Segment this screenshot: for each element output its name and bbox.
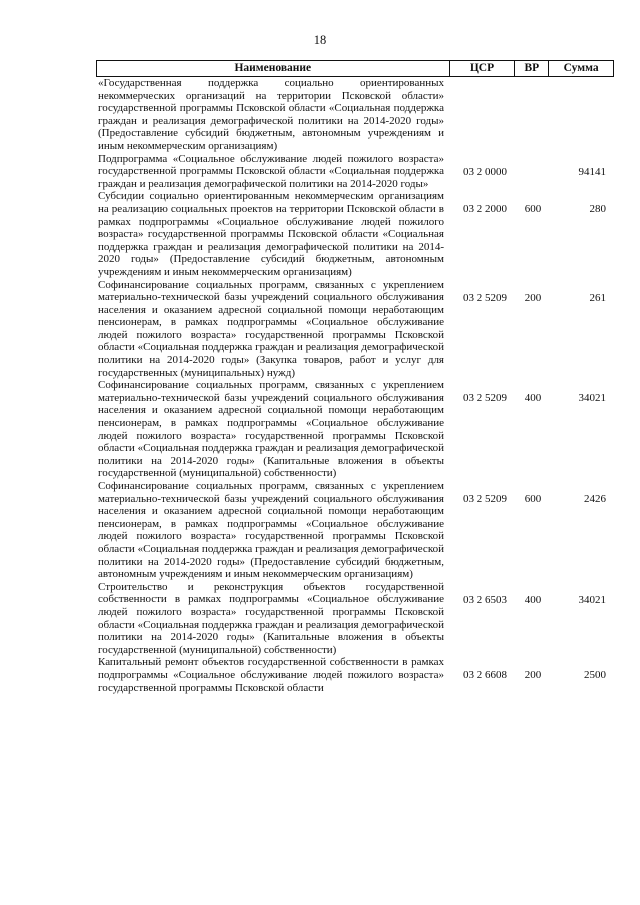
- row-sum: 2500: [584, 669, 606, 682]
- row-name: «Государственная поддержка социально ориентированных некоммерческих организаций на территории Псковской области» государственной программы Псковской области «Социальная поддержка граждан и реализация демографической политики на 2014-2020 годы» (Предоставление субсидий бюджетным, автономным учреждениям и иным некоммерческим организациям): [98, 77, 444, 152]
- row-vr: [516, 153, 550, 191]
- row-csr: 03 2 0000: [463, 165, 507, 178]
- page-number: 18: [313, 33, 327, 47]
- table-header: [96, 60, 614, 77]
- header-csr: ЦСР: [450, 61, 516, 76]
- row-vr: 200: [524, 669, 542, 682]
- row-name: Подпрограмма «Социальное обслуживание людей пожилого возраста» государственной программы Псковской области «Социальная поддержка граждан и реализация демографической политики на 2014-2020 годы»: [98, 152, 444, 190]
- row-name: Софинансирование социальных программ, связанных с укреплением материально-технической базы учреждений социального обслуживания населения и оказанием адресной социальной помощи неработающим пенсионерам, в рамках подпрограммы «Социальное обслуживание людей пожилого возраста» государственной программы Псковской области «Социальная поддержка граждан и реализация демографической политики на 2014-2020 годы» (Закупка товаров, работ и услуг для государственных (муниципальных) нужд): [98, 278, 444, 379]
- table-row: [96, 480, 614, 581]
- row-name: Строительство и реконструкция объектов государственной собственности в рамках подпрограммы «Социальное обслуживание людей пожилого возраста» государственной программы Псковской области «Социальная поддержка граждан и реализация демографической политики на 2014-2020 годы» (Капитальные вложения в объекты государственной (муниципальной) собственности): [98, 580, 444, 656]
- header-sum: Сумма: [563, 62, 599, 74]
- table-row: [96, 656, 614, 694]
- row-csr: 03 2 6608: [463, 669, 507, 682]
- row-csr: 03 2 2000: [463, 203, 507, 216]
- row-sum: 280: [589, 203, 606, 216]
- row-sum: 94141: [578, 165, 606, 178]
- row-sum: 2426: [584, 493, 606, 505]
- row-vr: 400: [524, 593, 542, 606]
- row-csr: 03 2 6503: [463, 593, 507, 606]
- budget-table: [96, 60, 614, 694]
- row-sum: [550, 77, 614, 153]
- row-name: Субсидии социально ориентированным некоммерческим организациям на реализацию социальных проектов на территории Псковской области в рамках подпрограммы «Социальное обслуживание людей пожилого возраста» государственной программы Псковской области «Социальная поддержка граждан и реализация демографической политики на 2014-2020 годы» (Предоставление субсидий бюджетным, автономным учреждениям и иным некоммерческим организациям): [98, 190, 444, 278]
- row-csr: 03 2 5209: [463, 392, 507, 405]
- table-row: [96, 77, 614, 153]
- table-row: [96, 379, 614, 480]
- row-csr: 03 2 5209: [463, 493, 507, 505]
- row-name: Софинансирование социальных программ, связанных с укреплением материально-технической базы учреждений социального обслуживания населения и оказанием адресной социальной помощи неработающим пенсионерам, в рамках подпрограммы «Социальное обслуживание людей пожилого возраста» государственной программы Псковской области «Социальная поддержка граждан и реализация демографической политики на 2014-2020 годы» (Капитальные вложения в объекты государственной (муниципальной) собственности): [98, 379, 444, 480]
- row-vr: 600: [524, 203, 542, 216]
- table-row: [96, 279, 614, 380]
- row-vr: 400: [524, 392, 542, 405]
- row-csr: [450, 77, 516, 153]
- row-name: Софинансирование социальных программ, связанных с укреплением материально-технической базы учреждений социального обслуживания населения и оказанием адресной социальной помощи неработающим пенсионерам, в рамках подпрограммы «Социальное обслуживание людей пожилого возраста» государственной программы Псковской области «Социальная поддержка граждан и реализация демографической политики на 2014-2020 годы» (Предоставление субсидий бюджетным, автономным учреждениям и иным некоммерческим организациям): [98, 480, 444, 581]
- header-name: Наименование: [97, 61, 450, 76]
- row-vr: [516, 77, 550, 153]
- row-sum: 34021: [578, 593, 606, 606]
- row-csr: 03 2 5209: [463, 291, 507, 304]
- header-vr: ВР: [515, 61, 549, 76]
- row-vr: 200: [524, 291, 542, 304]
- row-sum: 34021: [578, 392, 606, 405]
- table-row: [96, 190, 614, 278]
- row-sum: 261: [589, 291, 606, 304]
- table-row: [96, 581, 614, 657]
- row-vr: 600: [524, 493, 542, 505]
- table-row: [96, 153, 614, 191]
- row-name: Капитальный ремонт объектов государственной собственности в рамках подпрограммы «Социальное обслуживание людей пожилого возраста» государственной программы Псковской области: [98, 656, 444, 694]
